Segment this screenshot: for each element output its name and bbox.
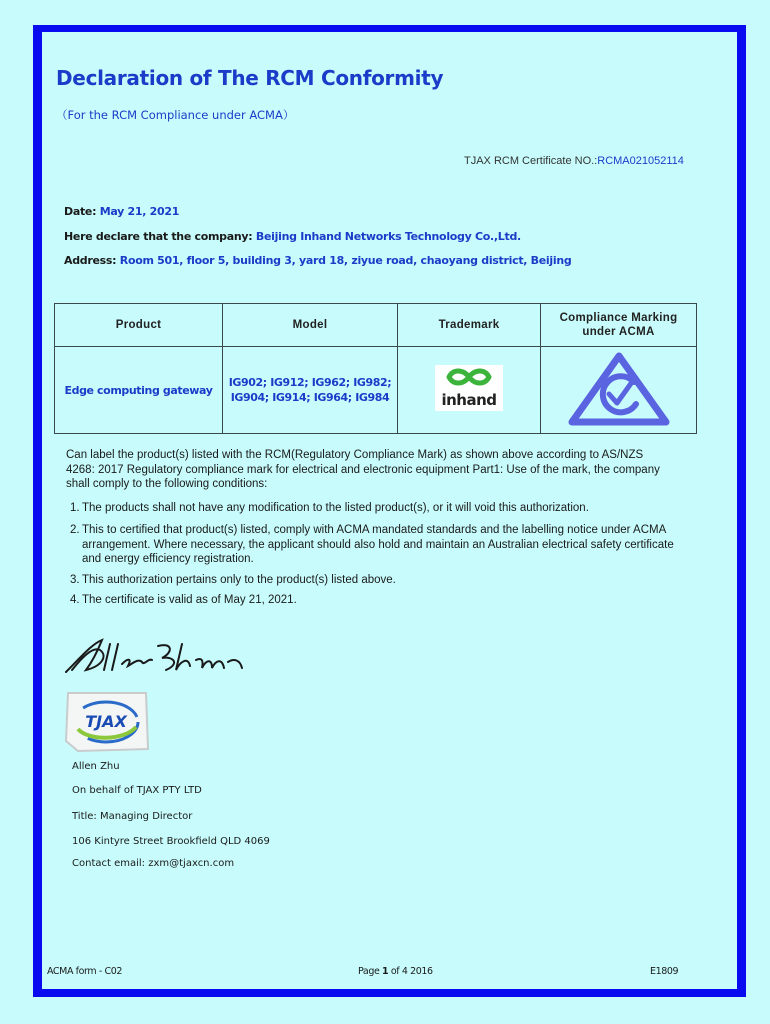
signatory-name: Allen Zhu <box>72 761 120 772</box>
table-row <box>55 347 697 434</box>
footer-form: ACMA form - C02 <box>47 966 123 977</box>
date-line <box>64 205 179 218</box>
signatory-email: Contact email: zxm@tjaxcn.com <box>72 858 235 869</box>
page-subtitle: （For the RCM Compliance under ACMA） <box>56 108 295 122</box>
header-compliance-marking <box>541 304 697 347</box>
condition-text: The products shall not have any modification to the listed product(s), or it will void this authorization. <box>82 502 589 514</box>
page-prefix: Page <box>358 966 383 977</box>
footer-code: E1809 <box>650 966 679 977</box>
company-value: Beijing Inhand Networks Technology Co.,Ltd. <box>255 230 521 243</box>
condition-number: 2. <box>70 524 80 536</box>
condition-text: This authorization pertains only to the product(s) listed above. <box>82 574 396 586</box>
header-compliance-line2: under ACMA <box>582 326 655 338</box>
condition-2 <box>70 523 685 567</box>
header-compliance-line1: Compliance Marking <box>559 312 678 324</box>
signatory-behalf: On behalf of TJAX PTY LTD <box>72 785 202 796</box>
model-line1: IG902; IG912; IG962; IG982; <box>228 376 392 389</box>
trademark-cell <box>398 347 541 434</box>
svg-text:inhand: inhand <box>441 391 497 409</box>
certificate-number <box>464 155 684 167</box>
marking-cell <box>541 347 697 434</box>
signature-image <box>62 636 247 683</box>
model-line2: IG904; IG914; IG964; IG984 <box>230 391 390 404</box>
condition-number: 4. <box>70 594 80 606</box>
header-product: Product <box>55 304 223 347</box>
header-trademark: Trademark <box>398 304 541 347</box>
address-line <box>64 254 571 267</box>
condition-1 <box>70 501 685 516</box>
date-label: Date: <box>64 205 100 218</box>
page-suffix: of 4 2016 <box>388 966 433 977</box>
signatory-title: Title: Managing Director <box>72 811 193 822</box>
inhand-logo-icon <box>435 365 503 411</box>
product-cell: Edge computing gateway <box>55 347 223 434</box>
footer-page <box>358 966 433 977</box>
signatory-address: 106 Kintyre Street Brookfield QLD 4069 <box>72 836 270 847</box>
condition-number: 3. <box>70 574 80 586</box>
address-label: Address: <box>64 254 120 267</box>
model-cell <box>223 347 398 434</box>
table-header-row <box>55 304 697 347</box>
page-number: 1 <box>382 966 389 977</box>
certificate-value: RCMA021052114 <box>597 155 684 167</box>
certificate-label: TJAX RCM Certificate NO.: <box>464 155 598 167</box>
condition-4 <box>70 593 685 608</box>
condition-3 <box>70 573 685 588</box>
rcm-mark-icon <box>564 350 674 430</box>
tjax-logo <box>64 689 150 758</box>
header-model: Model <box>223 304 398 347</box>
page-title: Declaration of The RCM Conformity <box>56 66 444 90</box>
date-value: May 21, 2021 <box>99 205 180 218</box>
condition-text: This to certified that product(s) listed, comply with ACMA mandated standards and the labelling notice under ACMA arrangement. Where necessary, the applicant should also hold and maintain an Australian electrical safety certificate and energy efficiency registration. <box>82 524 674 565</box>
address-value: Room 501, floor 5, building 3, yard 18, ziyue road, chaoyang district, Beijing <box>119 254 572 267</box>
product-table <box>54 303 697 434</box>
svg-text:TJAX: TJAX <box>85 712 127 731</box>
condition-text: The certificate is valid as of May 21, 2021. <box>82 594 297 606</box>
company-line <box>64 230 521 243</box>
intro-paragraph: Can label the product(s) listed with the RCM(Regulatory Compliance Mark) as shown above according to AS/NZS 4268: 2017 Regulatory compliance mark for electrical and electronic equipment Part1: Use of the mark, the company shall comply to the following conditions: <box>66 449 660 490</box>
condition-number: 1. <box>70 502 80 514</box>
company-label: Here declare that the company: <box>64 230 256 243</box>
